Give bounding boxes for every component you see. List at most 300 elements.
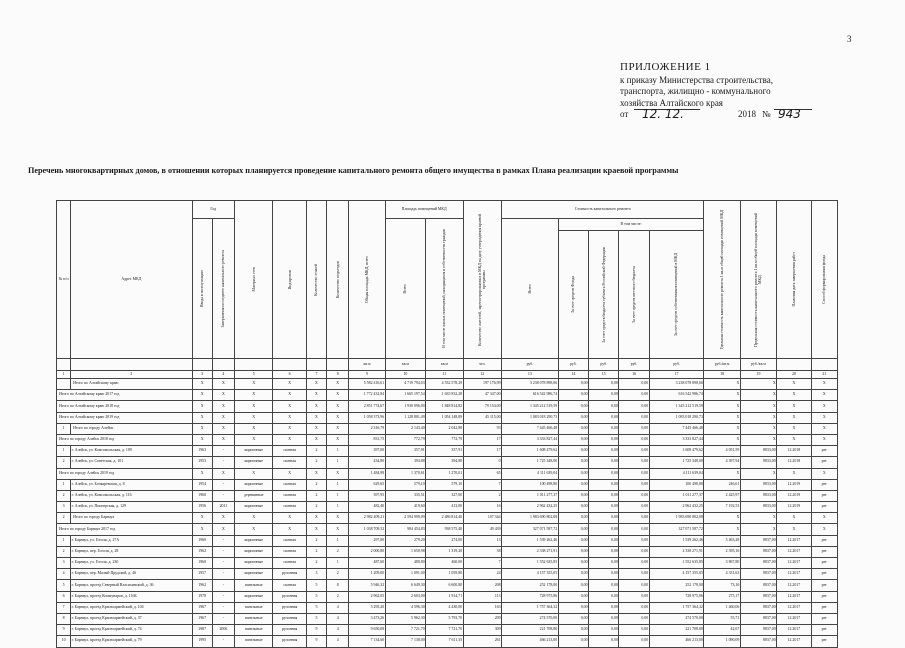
table-cell: 2 962 432,25 [649, 502, 704, 513]
column-number-cell: 21 [811, 371, 837, 379]
table-cell: 0,00 [589, 490, 619, 501]
table-cell: 0,00 [619, 535, 649, 546]
appendix-line: к приказу Министерства строительства, [620, 74, 773, 85]
address-cell: г. Алейск, ул. Комсомольская, д. 109 [71, 446, 192, 457]
table-cell: X [740, 423, 776, 434]
table-cell: 12.2017 [777, 602, 811, 613]
table-cell: 984 454,83 [385, 524, 425, 535]
table-cell: X [212, 379, 234, 390]
column-number-cell: 16 [619, 371, 649, 379]
column-number-cell: 3 [192, 371, 212, 379]
table-cell: 1 209,00 [349, 569, 385, 580]
table-cell: 2 338 271,91 [502, 546, 559, 557]
table-cell: 0,00 [619, 468, 649, 479]
table-cell: X [212, 423, 234, 434]
table-cell: 616 542 986,74 [502, 390, 559, 401]
table-cell: 1957 [192, 569, 212, 580]
table-cell: X [777, 468, 811, 479]
table-cell: 1 059,80 [426, 569, 463, 580]
table-cell: 9 [306, 625, 326, 636]
table-cell: 1 484,98 [349, 468, 385, 479]
table-cell: X [212, 524, 234, 535]
unit-cell [57, 359, 71, 371]
table-cell: 209 [463, 613, 501, 624]
column-number-cell: 15 [589, 371, 619, 379]
table-cell: 2 042,88 [426, 423, 463, 434]
table-cell: 1956 [192, 502, 212, 513]
summary-label-cell: Итого по городу Алейск 2019 год [57, 468, 193, 479]
table-cell: 0,00 [619, 412, 649, 423]
table-cell: 1995 [192, 636, 212, 647]
table-cell: X [306, 379, 326, 390]
table-cell: X [235, 401, 273, 412]
column-number-cell: 4 [212, 371, 234, 379]
table-cell: 42,67 [704, 625, 740, 636]
unit-cell: руб. [619, 359, 649, 371]
table-cell: 0,00 [558, 636, 588, 647]
summary-row [57, 390, 838, 401]
table-cell: 5 295,20 [349, 602, 385, 613]
table-cell: 1 345 212 519,59 [502, 401, 559, 412]
table-cell: 0,00 [619, 580, 649, 591]
table-cell: 487,60 [349, 558, 385, 569]
table-cell: X [811, 390, 837, 401]
table-cell: 8837,00 [740, 546, 776, 557]
table-cell: рулонная [273, 569, 306, 580]
column-numbers-row [57, 371, 838, 379]
th-cost-total: Всего [502, 219, 559, 359]
table-cell: 1 270,01 [426, 468, 463, 479]
table-cell: 0,00 [589, 412, 619, 423]
table-cell: скатная [273, 457, 306, 468]
column-number-cell: 7 [306, 371, 326, 379]
address-cell: г. Барнаул, пер. Гоголя, д. 28 [71, 546, 192, 557]
table-cell: X [704, 513, 740, 524]
table-cell: X [306, 390, 326, 401]
table-cell: 24 [463, 569, 501, 580]
th-unit-cost: Удельная стоимость капитального ремонта 1 кв.м общей площади помещений МКД [704, 201, 740, 359]
table-cell: 8833,00 [740, 479, 776, 490]
table-cell: 0,00 [558, 401, 588, 412]
table-cell: 1 011 277,37 [502, 490, 559, 501]
table-cell: 2 [306, 446, 326, 457]
table-cell: 1954 [192, 479, 212, 490]
table-cell: 12.2017 [777, 591, 811, 602]
table-cell: X [811, 401, 837, 412]
table-cell: 1 460,06 [704, 602, 740, 613]
table-container [56, 200, 838, 648]
th-owners: За счет средств собственников помещений в МКД [649, 231, 704, 359]
table-cell: рег [811, 490, 837, 501]
table-cell: 1 725 348,00 [649, 457, 704, 468]
table-cell: X [235, 412, 273, 423]
th-premises-residential: В том числе жилых помещений, находящихся в собственности граждан [426, 219, 463, 359]
table-cell: 0,00 [619, 569, 649, 580]
table-cell: 17 [463, 446, 501, 457]
table-cell: 0,00 [558, 390, 588, 401]
table-cell: - [212, 602, 234, 613]
table-cell: скатная [273, 502, 306, 513]
table-cell: 394,88 [385, 457, 425, 468]
table-cell: рулонная [273, 613, 306, 624]
table-cell: 1 608 479,62 [649, 446, 704, 457]
column-number-cell: 9 [349, 371, 385, 379]
table-row [57, 625, 838, 636]
table-cell: - [212, 613, 234, 624]
table-cell: 579,10 [426, 479, 463, 490]
table-cell: 12.2017 [777, 580, 811, 591]
table-cell: 3 333 827,44 [649, 434, 704, 445]
table-cell: - [212, 457, 234, 468]
repair-table [56, 200, 838, 648]
table-cell: 279,20 [385, 535, 425, 546]
table-cell: 274,00 [426, 535, 463, 546]
table-cell: X [777, 412, 811, 423]
table-cell: 0,00 [558, 513, 588, 524]
column-number-cell: 1 [57, 371, 71, 379]
table-cell: скатная [273, 490, 306, 501]
table-cell: 8833,00 [740, 457, 776, 468]
unit-cell: руб. [589, 359, 619, 371]
table-cell: рег [811, 502, 837, 513]
table-cell: X [192, 401, 212, 412]
th-cost: Стоимость капитального ремонта [502, 201, 704, 219]
document-title: Перечень многоквартирных домов, в отношении которых планируется проведение капитального ремонта общего имущества в рамках Плана реализации краевой программы [28, 166, 679, 175]
table-cell: 0,00 [619, 457, 649, 468]
table-cell: 2 603,00 [385, 591, 425, 602]
table-cell: 0,00 [558, 569, 588, 580]
table-cell: 1 [327, 502, 349, 513]
table-cell: 327 071 587,72 [502, 524, 559, 535]
table-cell: 0,00 [558, 412, 588, 423]
table-cell: 0,00 [589, 457, 619, 468]
table-cell: 3 [306, 569, 326, 580]
appendix-title: ПРИЛОЖЕНИЕ 1 [620, 61, 711, 73]
th-address: Адрес МКД [71, 201, 192, 359]
th-residents: Количество жителей, зарегистрированных в МКД на дату утверждения краевой программы [463, 201, 501, 359]
table-cell: 394,88 [426, 457, 463, 468]
unit-cell [327, 359, 349, 371]
date-prefix: от [620, 109, 629, 119]
table-cell: X [704, 390, 740, 401]
table-cell: 2 [57, 490, 71, 501]
table-cell: 8837,00 [740, 636, 776, 647]
table-cell: 221 708,80 [502, 625, 559, 636]
table-cell: 0,00 [589, 468, 619, 479]
table-row [57, 591, 838, 602]
table-cell: 0,00 [619, 602, 649, 613]
column-number-cell: 20 [777, 371, 811, 379]
unit-cell: руб. [502, 359, 559, 371]
table-cell: панельные [235, 636, 273, 647]
table-cell: 2 143,40 [385, 423, 425, 434]
table-cell: 1 091,00 [385, 569, 425, 580]
table-cell: 4 157 355,05 [649, 569, 704, 580]
table-cell: X [811, 513, 837, 524]
table-cell: 1967 [192, 602, 212, 613]
table-row [57, 613, 838, 624]
table-cell: 466 213,00 [502, 636, 559, 647]
table-cell: X [740, 401, 776, 412]
table-row [57, 490, 838, 501]
date-handwritten: 12. 12. [642, 107, 684, 121]
table-cell: 5 [57, 580, 71, 591]
address-cell: Итого по Алтайскому краю [71, 379, 192, 390]
table-cell: 2 425,97 [704, 490, 740, 501]
table-cell: X [327, 524, 349, 535]
table-cell: 482,40 [349, 502, 385, 513]
table-cell: X [777, 524, 811, 535]
table-cell: 327,00 [426, 490, 463, 501]
table-cell: 5 582 416,61 [349, 379, 385, 390]
table-cell: 8837,00 [740, 569, 776, 580]
table-cell: X [740, 379, 776, 390]
table-row [57, 602, 838, 613]
appendix-date-line [620, 109, 890, 123]
table-cell: 47 347,00 [463, 390, 501, 401]
table-cell: 0,00 [619, 490, 649, 501]
table-cell: 831,75 [349, 434, 385, 445]
table-cell: 12.2017 [777, 558, 811, 569]
table-row [57, 457, 838, 468]
table-cell: 0,00 [589, 558, 619, 569]
table-cell: 1 983 690 802,08 [649, 513, 704, 524]
table-cell: панельные [235, 602, 273, 613]
table-cell: 4 430,00 [426, 602, 463, 613]
unit-cell: кв.м [385, 359, 425, 371]
appendix-line: хозяйства Алтайского края [620, 97, 723, 108]
table-cell: кирпичные [235, 569, 273, 580]
table-cell: X [235, 390, 273, 401]
table-cell: 7 445 466,48 [649, 423, 704, 434]
table-cell: 4 [327, 636, 349, 647]
table-cell: 12.2017 [777, 546, 811, 557]
table-cell: X [704, 524, 740, 535]
table-cell: рег [811, 457, 837, 468]
table-cell: 7 611,35 [426, 636, 463, 647]
table-cell: 0,00 [619, 513, 649, 524]
table-cell: 4 331,63 [704, 569, 740, 580]
table-cell: деревянные [235, 490, 273, 501]
unit-cell [212, 359, 234, 371]
table-cell: 0,00 [589, 625, 619, 636]
table-cell: 579,10 [385, 479, 425, 490]
table-row [57, 580, 838, 591]
address-cell: г. Барнаул, проезд Красноармейский, д. 37 [71, 613, 192, 624]
table-cell: рег [811, 625, 837, 636]
table-cell: 2 [306, 535, 326, 546]
table-cell: 309 [463, 625, 501, 636]
table-cell: рег [811, 479, 837, 490]
table-cell: 13 [463, 535, 501, 546]
table-cell: X [777, 434, 811, 445]
column-number-cell: 19 [740, 371, 776, 379]
column-number-cell: 18 [704, 371, 740, 379]
table-cell: X [235, 524, 273, 535]
table-cell: - [212, 490, 234, 501]
table-cell: 2 [57, 457, 71, 468]
table-cell: 1960 [192, 558, 212, 569]
table-cell: X [777, 513, 811, 524]
table-cell: 0,00 [558, 379, 588, 390]
table-cell: 335,51 [385, 490, 425, 501]
table-cell: панельные [235, 625, 273, 636]
table-cell: 2 962,05 [349, 591, 385, 602]
table-cell: 4 [57, 569, 71, 580]
table-cell: 7 134,60 [349, 636, 385, 647]
table-cell: X [273, 513, 306, 524]
column-number-cell: 12 [463, 371, 501, 379]
table-cell: X [811, 379, 837, 390]
table-cell: 0,00 [589, 502, 619, 513]
table-cell: 1 552 635,85 [502, 558, 559, 569]
table-cell: 65 [463, 468, 501, 479]
table-body [57, 379, 838, 648]
table-cell: 7 138,00 [385, 636, 425, 647]
table-cell: 10 [57, 636, 71, 647]
table-cell: X [235, 434, 273, 445]
table-cell: X [704, 379, 740, 390]
table-cell: 1 [327, 535, 349, 546]
table-cell: 0,00 [619, 434, 649, 445]
address-cell: г. Барнаул, проезд Красноармейский, д. 74 [71, 625, 192, 636]
table-cell: 0,00 [619, 401, 649, 412]
table-cell: 8837,00 [740, 591, 776, 602]
table-cell: 5 [306, 602, 326, 613]
table-cell: 12.2018 [777, 457, 811, 468]
address-cell: г. Алейск, ул. Советская, д. 101 [71, 457, 192, 468]
table-cell: 2011 [212, 502, 234, 513]
table-cell: X [212, 434, 234, 445]
table-cell: рулонная [273, 625, 306, 636]
address-cell: г. Барнаул, пер. Малый Прудской, д. 46 [71, 569, 192, 580]
table-cell: скатная [273, 479, 306, 490]
table-cell: X [235, 423, 273, 434]
table-cell: 0,00 [558, 591, 588, 602]
table-cell: 49 439 [463, 524, 501, 535]
table-cell: 12.2018 [777, 446, 811, 457]
column-number-cell: 6 [273, 371, 306, 379]
table-cell: 460,00 [426, 558, 463, 569]
table-cell: 2 316,79 [349, 423, 385, 434]
table-cell: 1 038 709,52 [349, 524, 385, 535]
number-handwritten: 943 [778, 107, 801, 121]
table-cell: 772,79 [385, 434, 425, 445]
table-cell: X [327, 379, 349, 390]
th-premises-total: Всего [385, 219, 425, 359]
table-cell: 1 725 348,00 [502, 457, 559, 468]
table-cell: 100 498,80 [502, 479, 559, 490]
table-cell: 5 [306, 613, 326, 624]
table-cell: 252 178,00 [502, 580, 559, 591]
th-subject-budget: За счет средств бюджета субъекта Российской Федерации [589, 231, 619, 359]
table-cell: 2 000,80 [349, 546, 385, 557]
th-entrances: Количество подъездов [327, 201, 349, 359]
table-cell: 4 397,94 [704, 457, 740, 468]
table-cell: 3 238 078 898,06 [649, 379, 704, 390]
table-cell: X [212, 468, 234, 479]
table-cell: X [235, 513, 273, 524]
table-cell: X [704, 434, 740, 445]
table-cell: рулонная [273, 602, 306, 613]
table-cell: 0,00 [619, 524, 649, 535]
column-number-cell: 5 [235, 371, 273, 379]
th-year-last-repair: Завершения последнего капитального ремонта [212, 219, 234, 359]
th-year-built: Ввода в эксплуатацию [192, 219, 212, 359]
table-cell: X [704, 412, 740, 423]
table-cell: 0,00 [558, 434, 588, 445]
th-including: В том числе: [558, 219, 704, 231]
table-cell [57, 379, 71, 390]
table-cell: 9 [57, 625, 71, 636]
table-cell: 8 [327, 580, 349, 591]
table-cell: 466 213,00 [649, 636, 704, 647]
table-cell: X [306, 423, 326, 434]
table-cell: 8837,00 [740, 602, 776, 613]
table-cell: 0,00 [589, 379, 619, 390]
table-cell: 1 370,61 [385, 468, 425, 479]
table-cell: кирпичные [235, 446, 273, 457]
appendix-line: транспорта, жилищно - коммунального [620, 86, 771, 96]
th-planned-date: Плановая дата завершения работ [777, 201, 811, 359]
table-cell: кирпичные [235, 591, 273, 602]
table-cell: 6 600,80 [426, 580, 463, 591]
table-row [57, 479, 838, 490]
table-cell: X [740, 412, 776, 423]
table-cell: 0,00 [619, 446, 649, 457]
table-cell: 9 650,08 [349, 625, 385, 636]
table-cell: 38 [463, 546, 501, 557]
th-floors: Количество этажей [306, 201, 326, 359]
table-cell: рег [811, 569, 837, 580]
table-cell: 0,00 [558, 524, 588, 535]
table-cell: 3 [57, 558, 71, 569]
table-cell: 2 [306, 457, 326, 468]
table-cell: 1960 [192, 490, 212, 501]
table-cell: 4 719 794,03 [385, 379, 425, 390]
table-cell: рег [811, 535, 837, 546]
table-cell: X [327, 434, 349, 445]
table-cell: 1 011 277,37 [649, 490, 704, 501]
table-row [57, 558, 838, 569]
address-cell: Итого по городу Алейск [71, 423, 192, 434]
column-number-cell: 2 [71, 371, 192, 379]
table-cell: X [740, 468, 776, 479]
table-cell: 0,00 [589, 513, 619, 524]
summary-row [57, 412, 838, 423]
table-cell: скатная [273, 580, 306, 591]
table-cell: 1 [327, 490, 349, 501]
table-cell: 0 [463, 457, 501, 468]
table-cell: X [327, 423, 349, 434]
table-cell: X [777, 390, 811, 401]
table-cell: панельные [235, 613, 273, 624]
table-cell: 4 596,30 [385, 602, 425, 613]
table-cell: 5 [306, 591, 326, 602]
table-cell: 3 473,26 [349, 613, 385, 624]
table-cell: 0,00 [589, 569, 619, 580]
table-cell: 419,60 [385, 502, 425, 513]
summary-row [57, 423, 838, 434]
summary-row [57, 513, 838, 524]
table-cell: 0,00 [558, 558, 588, 569]
table-cell: 1 539 262,46 [502, 535, 559, 546]
table-cell: 728 975,86 [502, 591, 559, 602]
table-cell: - [212, 591, 234, 602]
table-cell: X [306, 412, 326, 423]
table-cell: X [306, 524, 326, 535]
table-cell: рег [811, 580, 837, 591]
